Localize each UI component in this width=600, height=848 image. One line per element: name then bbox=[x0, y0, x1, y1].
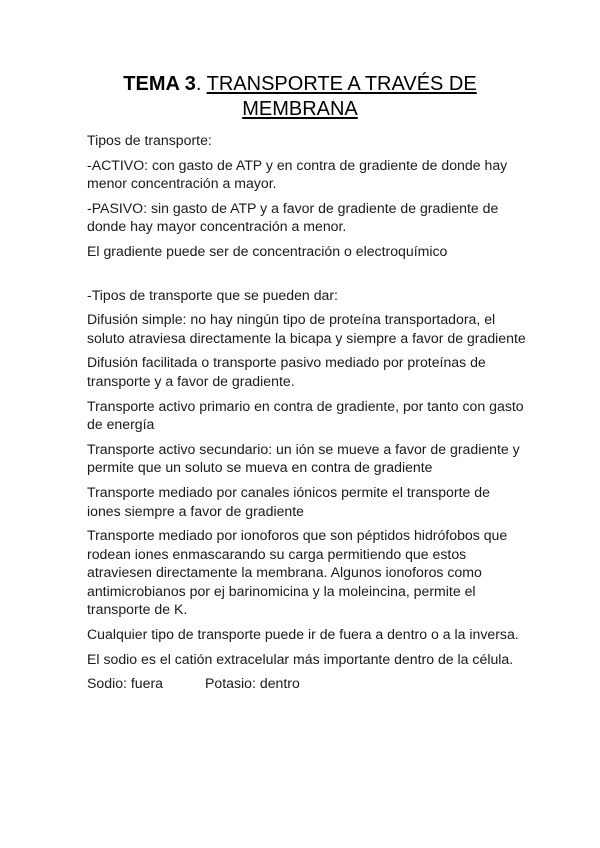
paragraph-difusion-simple: Difusión simple: no hay ningún tipo de proteína transportadora, el soluto atraviesa directamente la bicapa y siempre a favor de gradiente bbox=[87, 311, 526, 346]
document-body bbox=[87, 131, 527, 699]
potasio-label: Potasio: dentro bbox=[205, 675, 300, 692]
title-line-2: MEMBRANA bbox=[242, 98, 358, 120]
paragraph-sodio-potasio bbox=[87, 674, 527, 693]
paragraph-cualquier-tipo: Cualquier tipo de transporte puede ir de fuera a dentro o a la inversa. bbox=[87, 626, 519, 643]
paragraph-tipos-dar: -Tipos de transporte que se pueden dar: bbox=[87, 286, 338, 303]
paragraph-canales-ionicos: Transporte mediado por canales iónicos permite el transporte de iones siempre a favor de gradiente bbox=[87, 483, 490, 519]
paragraph-difusion-facilitada: Difusión facilitada o transporte pasivo mediado por proteínas de transporte y a favor de gradiente. bbox=[87, 354, 486, 389]
sodio-label: Sodio: fuera bbox=[87, 675, 164, 692]
paragraph-activo-primario: Transporte activo primario en contra de gradiente, por tanto con gasto de energía bbox=[87, 397, 524, 433]
paragraph-activo-secundario: Transporte activo secundario: un ión se mueve a favor de gradiente y permite que un soluto se mueva en contra de gradiente bbox=[87, 440, 520, 476]
title-separator: . bbox=[195, 73, 202, 95]
paragraph-tipos-transporte: Tipos de transporte: bbox=[87, 132, 212, 148]
paragraph-pasivo: -PASIVO: sin gasto de ATP y a favor de gradiente de gradiente de donde hay mayor concentración a menor. bbox=[87, 199, 499, 235]
paragraph-gradiente: El gradiente puede ser de concentración o electroquímico bbox=[87, 242, 448, 259]
page-title bbox=[90, 72, 510, 122]
title-tema: TEMA 3 bbox=[123, 73, 196, 95]
paragraph-ionoforos: Transporte mediado por ionoforos que son péptidos hidrófobos que rodean iones enmascarando su carga permitiendo que estos atraviesen directamente la membrana. Algunos ionoforos como antimicrobianos por ej barinomicina y la moleincina, permite el transporte de K. bbox=[87, 527, 508, 618]
paragraph-activo: -ACTIVO: con gasto de ATP y en contra de gradiente de donde hay menor concentración a mayor. bbox=[87, 156, 508, 192]
paragraph-sodio: El sodio es el catión extracelular más importante dentro de la célula. bbox=[87, 650, 514, 667]
title-line-1: TRANSPORTE A TRAVÉS DE bbox=[206, 73, 477, 95]
